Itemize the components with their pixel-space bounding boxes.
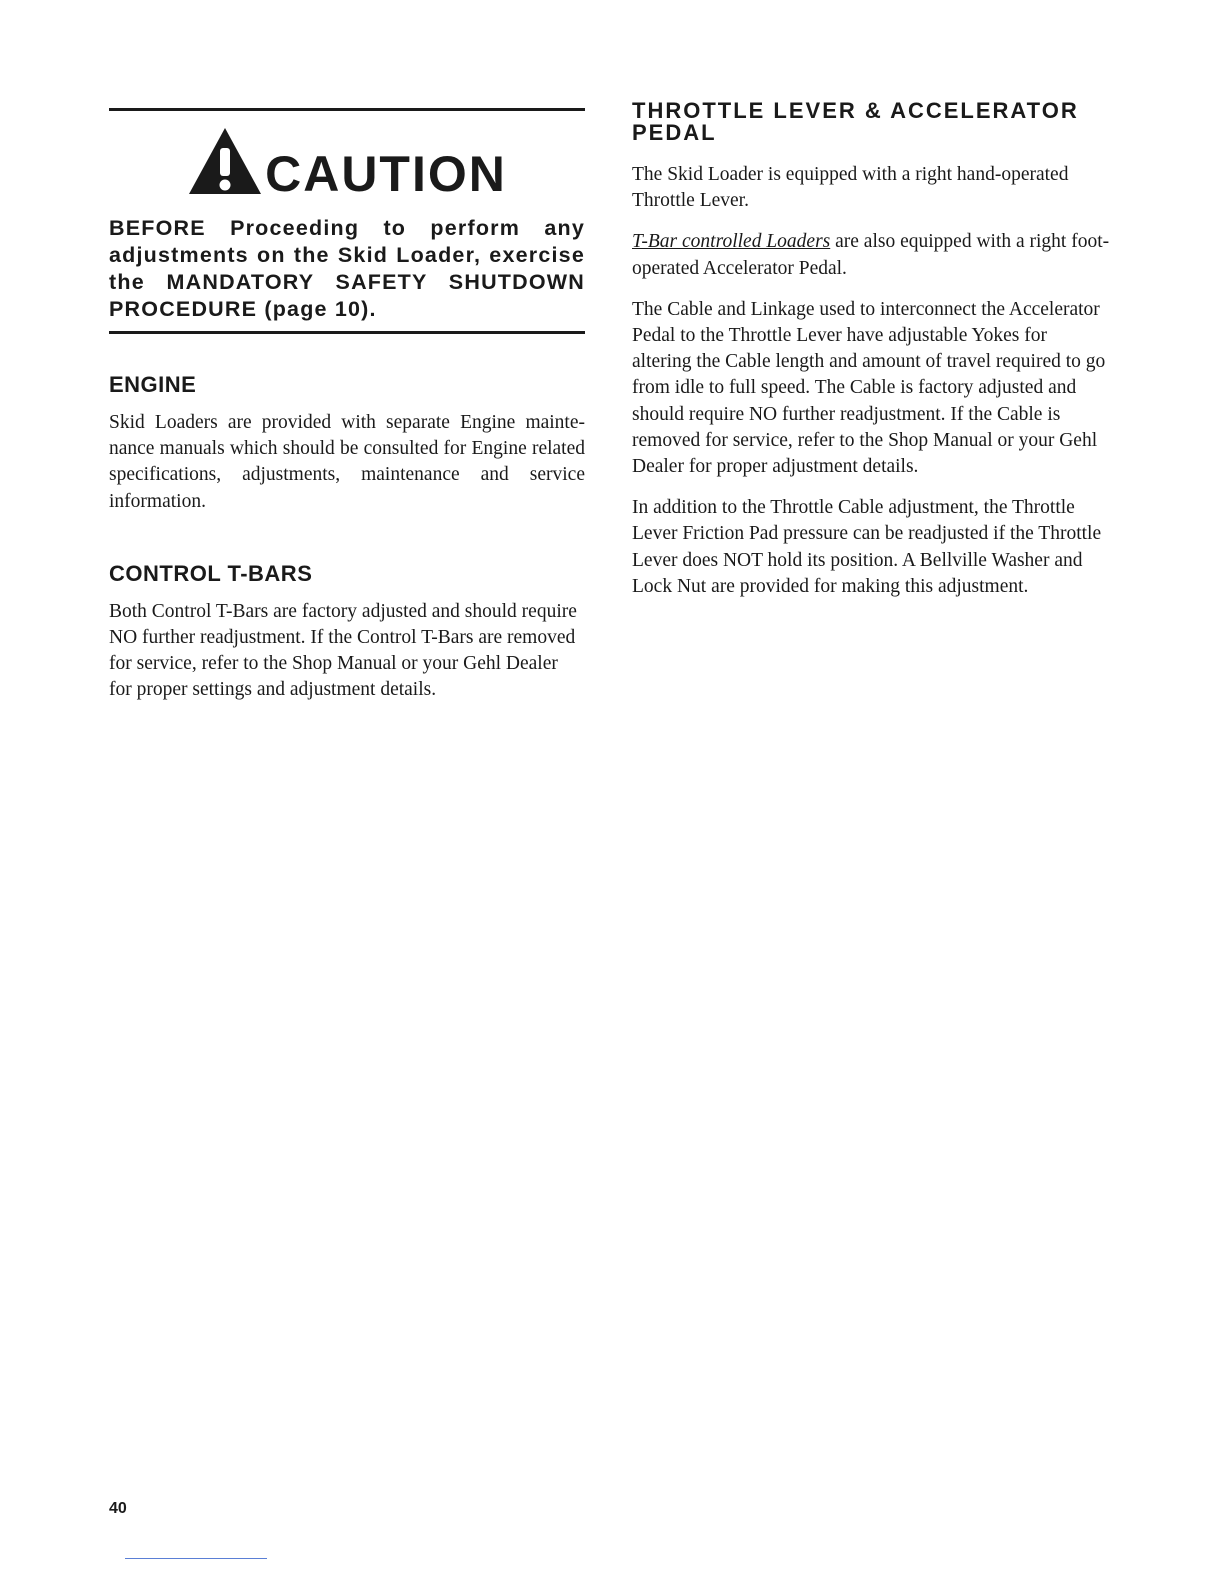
engine-body: Skid Loaders are provided with separate Engine mainte-nance manuals which should be consulted for Engine related specifications, adjustments, maintenance and service information. [109,412,585,512]
caution-message: BEFORE Proceeding to perform any adjustments on the Skid Loader, exercise the MANDATORY SAFETY SHUTDOWN PROCEDURE (page 10). [109,216,585,321]
caution-top-rule [109,108,585,111]
throttle-paragraph-1: The Skid Loader is equipped with a right hand-operated Throttle Lever. [632,164,1069,212]
caution-bottom-rule [109,331,585,334]
tbar-loaders-emphasis: T-Bar controlled Loaders [632,231,831,253]
caution-title: CAUTION [265,146,507,202]
page-number: 40 [109,1500,127,1517]
throttle-heading: THROTTLE LEVER & ACCELERATOR PEDAL [632,98,1079,145]
warning-triangle-icon [187,126,265,201]
caution-header [109,127,585,201]
right-column [632,100,1110,600]
throttle-paragraph-4: In addition to the Throttle Cable adjustment, the Throttle Lever Friction Pad pressure can be readjusted if the Throttle Lever does NOT hold its position. A Bellville Washer and Lock Nut are provided for making this adjustment. [632,497,1102,597]
throttle-paragraph-2-rest: are also equipped with a right foot-operated Accelerator Pedal. [632,231,1110,279]
control-tbars-heading: CONTROL T-BARS [109,560,313,586]
control-tbars-body: Both Control T-Bars are factory adjusted and should require NO further readjustment. If the Control T-Bars are removed for service, refer to the Shop Manual or your Gehl Dealer for proper settings and adjustment details. [109,600,577,701]
footer-line [125,1558,267,1559]
left-column [109,108,585,704]
engine-heading: ENGINE [109,372,197,397]
throttle-paragraph-3: The Cable and Linkage used to interconnect the Accelerator Pedal to the Throttle Lever have adjustable Yokes for altering the Cable length and amount of travel required to go from idle to full speed. The Cable is factory adjusted and should require NO further readjustment. If the Cable is removed for service, refer to the Shop Manual or your Gehl Dealer for proper adjustment details. [632,298,1106,478]
throttle-paragraph-2 [632,229,1110,281]
